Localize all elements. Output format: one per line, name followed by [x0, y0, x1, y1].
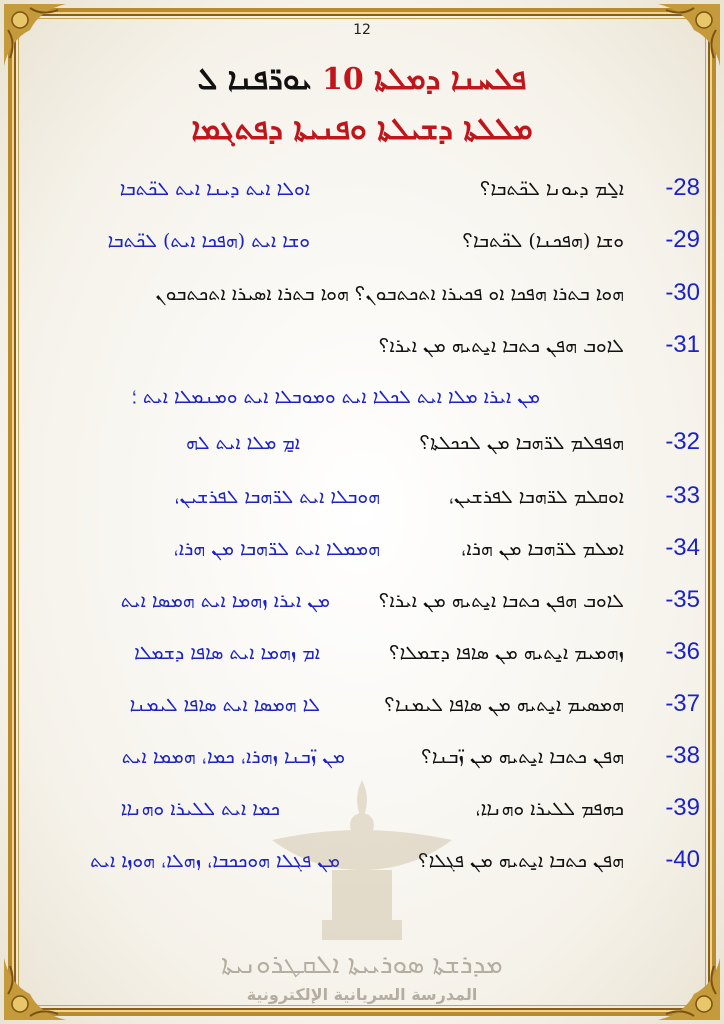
answer-text: ܐܘܠܐ ܐܝܬ ܕܝܢܐ ܐܝܬ ܠܟ̈ܬܒܐ — [119, 178, 310, 200]
answer-text: ܡܢ ܐܝܪܐ ܙܗܡܐ ܐܝܬ ܗܡܣܐ ܐܝܬ — [120, 590, 330, 612]
list-item — [20, 688, 700, 728]
item-number: -39 — [665, 794, 700, 821]
lesson-subtitle: ܡܠܠܬܐ ܕܫܝܠܬܐ ܘܦܢܝܬܐ ܕܦܬܓܡܐ — [191, 112, 533, 147]
list-item — [20, 224, 700, 264]
question-text: ܐ̱ܠܡ ܕܝܘܢܐ ܠܟ̈ܬܒܐ؟ — [479, 178, 624, 200]
question-text: ܗܡܣܝܡ ܐ̱ܝܬܝܗ ܡܢ ܣܐܦܐ ܠܝܡܢܐ؟ — [384, 694, 624, 716]
answer-text: ܗܘܒܠܐ ܐܝܬ ܠܪ̈ܗܒܐ ܠܦܪܫܝܢ، — [174, 486, 380, 508]
list-item — [20, 380, 700, 420]
list-item — [20, 532, 700, 572]
question-text: ܠܐܘܒ ܗܦܢ ܟܬܒܐ ܐ̱ܝܬܝܗ ܡܢ ܐܝܪܐ؟ — [378, 590, 624, 612]
school-emblem-icon — [262, 770, 462, 950]
question-text: ܗܘܐ ܒܬܪܐ ܗܦܟܐ ܐܘ ܦܟܝܪܐ ܐܬܟܬܒܘܢ؟ ܗܘܐ ܒܬܪܐ ܐܣܝܪܐ ܐܬܟܬܒܘܢ — [155, 283, 624, 305]
answer-text: ܟܡܐ ܐܝܬ ܠܠܝܪܐ ܘܗܢܐܐ — [120, 798, 280, 820]
item-number: -32 — [665, 428, 700, 455]
answer-text: ܡܢ ܙ̈ܒܢܐ ܙܗܪܐ، ܟܡܐ، ܗܡܡܐ ܐܝܬ — [121, 746, 345, 768]
question-text: ܙܗܡܝܡ ܐ̱ܝܬܝܗ ܡܢ ܣܐܦܐ ܕܫܡܠܐ؟ — [389, 642, 624, 664]
question-text: ܗܦܢ ܟܬܒܐ ܐ̱ܝܬܝܗ ܡܢ ܦܓܠܐ؟ — [418, 850, 624, 872]
question-text: ܐܡܠܡ ܠܪ̈ܗܒܐ ܡܢ ܗܪܐ، — [460, 538, 624, 560]
item-number: -40 — [665, 846, 700, 873]
school-name-syriac: ܡܕܪܫܬܐ ܣܘܪܝܝܬܐ ܐܠܩܛܪܘܢܝܬܐ — [221, 950, 503, 980]
item-number: -33 — [665, 482, 700, 509]
item-number: -38 — [665, 742, 700, 769]
item-number: -34 — [665, 534, 700, 561]
title-black-word: ܝܘܪ̈ܦܢܐ — [227, 62, 312, 97]
title-number: 10 — [321, 62, 364, 97]
question-text: ܐܘܩܠܡ ܠܪ̈ܗܒܐ ܠܦܪܫܝܢ، — [448, 486, 624, 508]
answer-text: ܐ̱ܡ ܡܠܐ ܐܝܬ ܠܗ — [186, 432, 300, 454]
title-red-part: ܦܠܚܢܐ ܕܡܠܬܐ — [374, 62, 527, 97]
question-text: ܗܦܢ ܟܬܒܐ ܐ̱ܝܬܝܗ ܡܢ ܙ̈ܒܢܐ؟ — [421, 746, 624, 768]
item-number: -37 — [665, 690, 700, 717]
question-text: ܟܗܦܡ ܠܠܝܪܐ ܘܗܢܐܐ، — [475, 798, 624, 820]
item-number: -35 — [665, 586, 700, 613]
answer-continuation: ܡܢ ܐܝܪܐ ܡܠܐ ܐܝܬ ܠܟܠܐ ܐܝܬ ܘܡܘܒܠܐ ܐܝܬ ܘܡܢܡܠܐ ܐܝܬ ؛ — [132, 386, 540, 408]
list-item — [20, 329, 700, 369]
list-item — [20, 636, 700, 676]
school-name-arabic: المدرسة السريانية الإلكترونية — [246, 985, 478, 1004]
answer-text: ܡܢ ܦܓܠܐ ܗܘܟܟܒܐ، ܙܗܠܐ، ܗܘܙܐ ܐܝܬ — [90, 850, 340, 872]
item-number: -31 — [665, 331, 700, 358]
list-item — [20, 426, 700, 466]
item-number: -36 — [665, 638, 700, 665]
page-number: 12 — [353, 22, 371, 38]
item-number: -30 — [665, 279, 700, 306]
answer-text: ܠܐ ܗܡܣܐ ܐܝܬ ܣܐܦܐ ܠܝܡܢܐ — [129, 694, 320, 716]
question-text: ܘܫܐ (ܗܦܟܢܐ) ܠܟ̈ܬܒܐ؟ — [462, 230, 624, 252]
list-item — [20, 172, 700, 212]
list-item — [20, 480, 700, 520]
list-item — [20, 277, 700, 317]
answer-text: ܘܫܐ ܐܝܬ (ܗܦܟܐ ܐܝܬ) ܠܟ̈ܬܒܐ — [107, 230, 310, 252]
item-number: -28 — [665, 174, 700, 201]
list-item — [20, 584, 700, 624]
question-text: ܗܦܦܠܡ ܠܪ̈ܗܒܐ ܡܢ ܠܟܟܠܬܐ؟ — [419, 432, 624, 454]
answer-text: ܗܡܡܠܐ ܐܝܬ ܠܪ̈ܗܒܐ ܡܢ ܗܪܐ، — [173, 538, 380, 560]
title-black-prefix: ܠ — [197, 62, 218, 97]
answer-text: ܐܡ ܙܗܡܐ ܐܝܬ ܣܐܦܐ ܕܫܡܠܐ — [134, 642, 320, 664]
lesson-title — [40, 62, 684, 97]
item-number: -29 — [665, 226, 700, 253]
question-text: ܠܐܘܒ ܗܦܢ ܟܬܒܐ ܐ̱ܝܬܝܗ ܡܢ ܐܝܪܐ؟ — [378, 335, 624, 357]
